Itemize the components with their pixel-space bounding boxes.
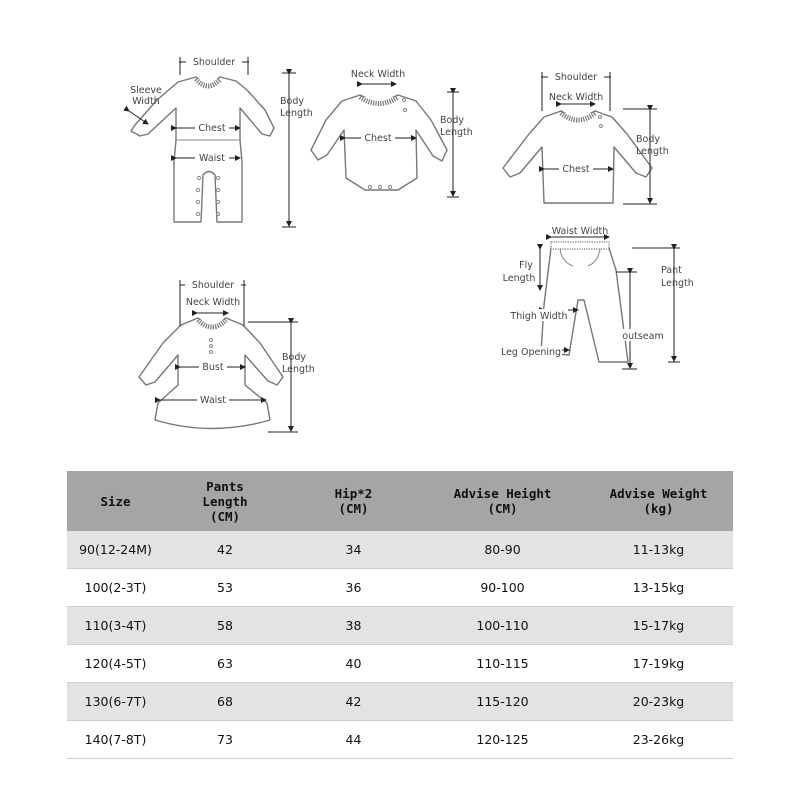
cell-pants-length: 42 <box>164 531 286 569</box>
dress-waist-label: Waist <box>200 395 226 406</box>
pants-diagram <box>500 226 694 369</box>
romper-diagram <box>129 56 313 227</box>
cell-size: 140(7-8T) <box>67 721 164 759</box>
pants-leg-opening-label: Leg Opening <box>500 347 562 358</box>
header-hip: Hip*2 (CM) <box>286 471 421 531</box>
cell-hip: 44 <box>286 721 421 759</box>
cell-hip: 40 <box>286 645 421 683</box>
table-row <box>67 683 733 721</box>
shirt-diagram <box>503 71 669 204</box>
romper-chest-label: Chest <box>198 123 226 134</box>
romper-sleeve-label-2: Width <box>132 96 160 107</box>
romper-sleeve-label-1: Sleeve <box>130 85 162 96</box>
cell-hip: 38 <box>286 607 421 645</box>
cell-height: 80-90 <box>421 531 584 569</box>
cell-hip: 34 <box>286 531 421 569</box>
shirt-outline <box>503 111 652 203</box>
cell-size: 90(12-24M) <box>67 531 164 569</box>
shirt-body-label-1: Body <box>636 134 660 145</box>
bodysuit-diagram <box>311 69 473 197</box>
cell-height: 90-100 <box>421 569 584 607</box>
pants-outline <box>541 248 628 362</box>
shirt-chest-label: Chest <box>562 164 590 175</box>
cell-weight: 15-17kg <box>584 607 733 645</box>
cell-weight: 11-13kg <box>584 531 733 569</box>
pants-outseam-label: outseam <box>622 331 664 342</box>
header-pants-length: Pants Length (CM) <box>164 471 286 531</box>
shirt-shoulder-label: Shoulder <box>554 72 598 83</box>
cell-height: 115-120 <box>421 683 584 721</box>
romper-waist-label: Waist <box>199 153 225 164</box>
bodysuit-body-label-2: Length <box>440 127 473 138</box>
pants-fly-label-2: Length <box>502 273 536 284</box>
pants-length-label-1: Pant <box>661 265 682 276</box>
cell-height: 120-125 <box>421 721 584 759</box>
cell-pants-length: 73 <box>164 721 286 759</box>
pants-thigh-label: Thigh Width <box>510 311 568 322</box>
pants-fly-label-1: Fly <box>519 260 533 271</box>
table-row <box>67 607 733 645</box>
dress-shoulder-label: Shoulder <box>191 280 235 291</box>
size-chart-table <box>67 471 733 759</box>
shirt-neck-label: Neck Width <box>548 92 604 103</box>
romper-shoulder-label: Shoulder <box>192 57 236 68</box>
table-row <box>67 569 733 607</box>
cell-pants-length: 63 <box>164 645 286 683</box>
cell-weight: 20-23kg <box>584 683 733 721</box>
header-advise-weight: Advise Weight (kg) <box>584 471 733 531</box>
size-chart-header <box>67 471 733 531</box>
cell-height: 110-115 <box>421 645 584 683</box>
dress-outline <box>139 318 283 429</box>
cell-weight: 23-26kg <box>584 721 733 759</box>
bodysuit-chest-label: Chest <box>364 133 392 144</box>
table-row <box>67 645 733 683</box>
romper-body-label-2: Length <box>280 108 313 119</box>
header-size: Size <box>67 471 164 531</box>
bodysuit-neck-label: Neck Width <box>350 69 406 80</box>
pants-length-label-2: Length <box>661 278 694 289</box>
cell-weight: 13-15kg <box>584 569 733 607</box>
dress-neck-label: Neck Width <box>185 297 241 308</box>
cell-hip: 42 <box>286 683 421 721</box>
romper-body-label-1: Body <box>280 96 304 107</box>
cell-pants-length: 68 <box>164 683 286 721</box>
shirt-body-label-2: Length <box>636 146 669 157</box>
size-chart-body <box>67 531 733 759</box>
cell-hip: 36 <box>286 569 421 607</box>
cell-pants-length: 58 <box>164 607 286 645</box>
header-advise-height: Advise Height (CM) <box>421 471 584 531</box>
cell-size: 110(3-4T) <box>67 607 164 645</box>
dress-body-label-2: Length <box>282 364 315 375</box>
cell-weight: 17-19kg <box>584 645 733 683</box>
cell-size: 120(4-5T) <box>67 645 164 683</box>
dress-bust-label: Bust <box>202 362 224 373</box>
table-row <box>67 531 733 569</box>
cell-size: 100(2-3T) <box>67 569 164 607</box>
dress-diagram <box>139 279 315 432</box>
bodysuit-body-label-1: Body <box>440 115 464 126</box>
dress-body-label-1: Body <box>282 352 306 363</box>
cell-height: 100-110 <box>421 607 584 645</box>
pants-waist-label: Waist Width <box>551 226 609 237</box>
cell-pants-length: 53 <box>164 569 286 607</box>
cell-size: 130(6-7T) <box>67 683 164 721</box>
table-row <box>67 721 733 759</box>
